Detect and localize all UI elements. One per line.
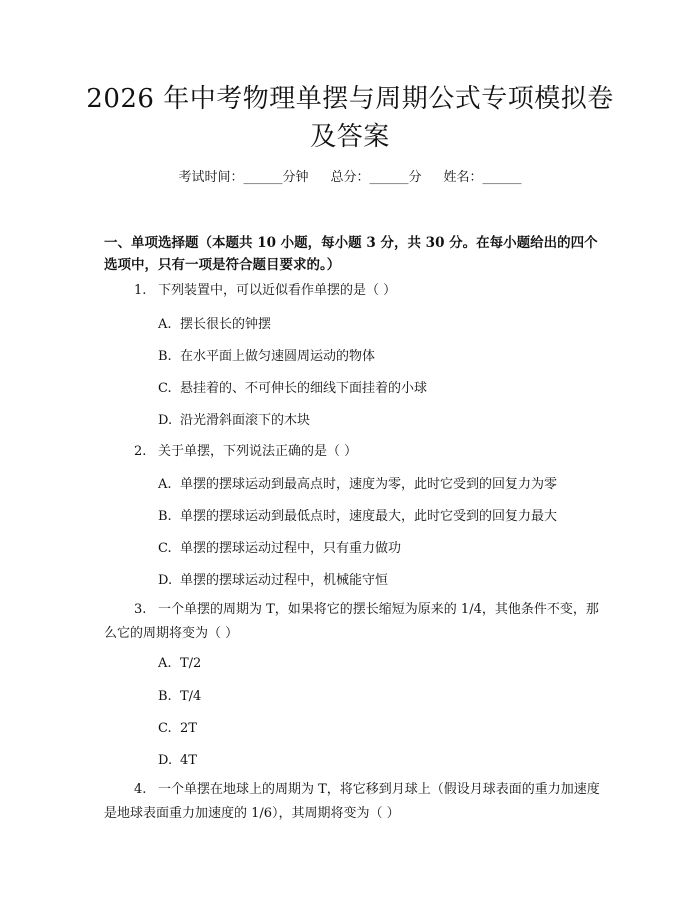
option-text: 单摆的摆球运动过程中，只有重力做功 <box>180 541 402 556</box>
option-3c <box>158 719 598 739</box>
question-2 <box>134 441 600 463</box>
option-text: 4T <box>180 753 197 768</box>
option-1d <box>158 411 598 431</box>
score-label: 总分：______分 <box>330 170 422 185</box>
option-letter: A. <box>158 477 172 492</box>
question-number: 1. <box>134 283 147 298</box>
section-heading: 一、单项选择题（本题共 10 小题，每小题 3 分，共 30 分。在每小题给出的四个选项中，只有一项是符合题目要求的。） <box>104 235 598 273</box>
option-letter: B. <box>158 689 172 704</box>
question-number: 3. <box>134 602 147 617</box>
question-1 <box>134 280 600 302</box>
option-letter: D. <box>158 413 173 428</box>
question-3 <box>104 598 600 646</box>
option-letter: A. <box>158 317 172 332</box>
option-2d <box>158 571 598 591</box>
option-text: 摆长很长的钟摆 <box>180 317 272 332</box>
option-letter: B. <box>158 349 172 364</box>
option-letter: A. <box>158 656 172 671</box>
option-3d <box>158 751 598 771</box>
option-3a <box>158 654 598 674</box>
option-2b <box>158 507 598 527</box>
question-stem: 下列装置中，可以近似看作单摆的是（ ） <box>158 283 397 298</box>
option-1c <box>158 379 598 399</box>
option-1a <box>158 315 598 335</box>
question-4 <box>104 778 600 826</box>
option-2a <box>158 475 598 495</box>
option-letter: D. <box>158 753 173 768</box>
exam-meta <box>0 168 700 188</box>
option-letter: D. <box>158 573 173 588</box>
option-text: 2T <box>180 721 197 736</box>
name-label: 姓名：______ <box>443 170 522 185</box>
option-letter: C. <box>158 721 172 736</box>
option-text: 单摆的摆球运动到最低点时，速度最大，此时它受到的回复力最大 <box>180 509 558 524</box>
exam-title: 2026 年中考物理单摆与周期公式专项模拟卷及答案 <box>86 84 614 152</box>
time-label: 考试时间：______分钟 <box>178 170 309 185</box>
option-letter: C. <box>158 541 172 556</box>
option-text: 单摆的摆球运动过程中，机械能守恒 <box>180 573 389 588</box>
option-text: T/4 <box>180 689 202 704</box>
question-number: 4. <box>134 782 147 797</box>
option-text: 沿光滑斜面滚下的木块 <box>180 413 311 428</box>
question-number: 2. <box>134 444 147 459</box>
question-stem: 关于单摆，下列说法正确的是（ ） <box>158 444 358 459</box>
question-stem: 一个单摆的周期为 T，如果将它的摆长缩短为原来的 1/4，其他条件不变，那么它的周期将变为（ ） <box>104 602 599 641</box>
option-1b <box>158 347 598 367</box>
option-text: 悬挂着的、不可伸长的细线下面挂着的小球 <box>180 381 428 396</box>
option-text: 在水平面上做匀速圆周运动的物体 <box>180 349 376 364</box>
option-2c <box>158 539 598 559</box>
option-text: 单摆的摆球运动到最高点时，速度为零，此时它受到的回复力为零 <box>180 477 558 492</box>
option-3b <box>158 687 598 707</box>
option-letter: C. <box>158 381 172 396</box>
option-letter: B. <box>158 509 172 524</box>
question-stem: 一个单摆在地球上的周期为 T，将它移到月球上（假设月球表面的重力加速度是地球表面重力加速度的 1/6），其周期将变为（ ） <box>104 782 600 821</box>
option-text: T/2 <box>180 656 202 671</box>
